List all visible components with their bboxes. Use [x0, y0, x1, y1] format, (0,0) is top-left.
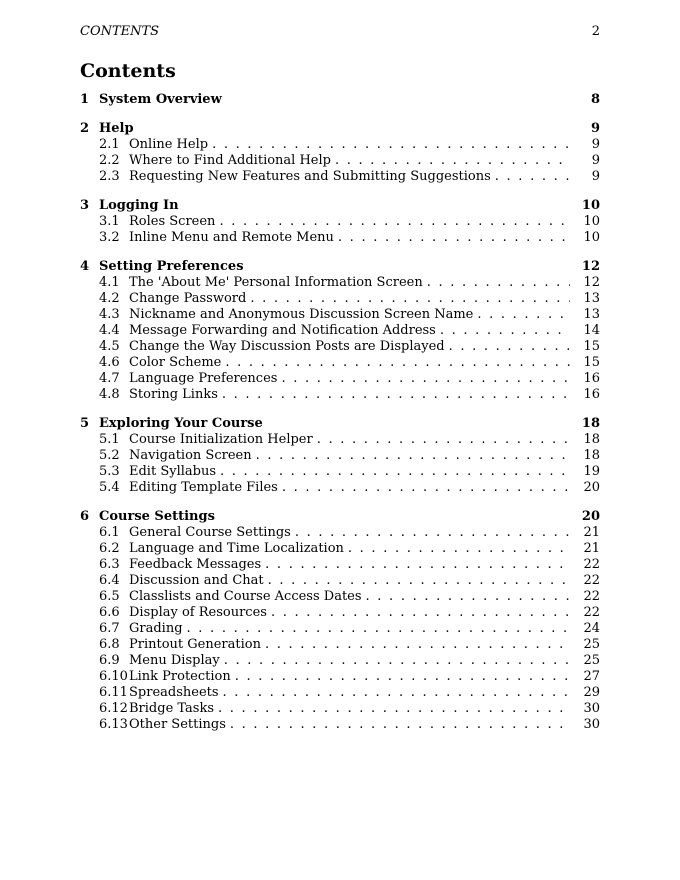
section-title: Language Preferences — [129, 371, 278, 386]
toc-section-entry[interactable] — [80, 153, 600, 169]
section-title: Display of Resources — [129, 605, 267, 620]
section-title: Discussion and Chat — [129, 573, 264, 588]
section-number: 4.7 — [99, 371, 120, 386]
section-page-number: 24 — [583, 621, 600, 636]
toc-section-entry[interactable] — [80, 621, 600, 637]
section-number: 6.2 — [99, 541, 120, 556]
section-title-with-leader — [129, 717, 570, 733]
section-page-number: 30 — [583, 701, 600, 716]
section-number: 4.6 — [99, 355, 120, 370]
toc-chapter-entry[interactable] — [80, 509, 600, 525]
toc-section-entry[interactable] — [80, 291, 600, 307]
section-title: Online Help — [129, 137, 209, 152]
chapter-block — [80, 198, 600, 246]
chapter-number: 1 — [80, 92, 90, 107]
toc-section-entry[interactable] — [80, 323, 600, 339]
dot-leader — [317, 432, 570, 448]
section-number: 6.7 — [99, 621, 120, 636]
toc-section-entry[interactable] — [80, 669, 600, 685]
section-page-number: 13 — [583, 291, 600, 306]
section-number: 5.3 — [99, 464, 120, 479]
section-number: 6.3 — [99, 557, 120, 572]
section-title: The 'About Me' Personal Information Screen — [129, 275, 423, 290]
section-title-with-leader — [129, 525, 570, 541]
dot-leader — [427, 275, 570, 291]
section-title: Grading — [129, 621, 183, 636]
section-title-with-leader — [129, 701, 570, 717]
dot-leader — [235, 669, 570, 685]
section-title: Change the Way Discussion Posts are Displayed — [129, 339, 445, 354]
running-head-title: CONTENTS — [80, 24, 160, 39]
section-title: Language and Time Localization — [129, 541, 344, 556]
section-title-with-leader — [129, 432, 570, 448]
section-page-number: 10 — [583, 230, 600, 245]
chapter-block — [80, 92, 600, 108]
section-title-with-leader — [129, 230, 570, 246]
section-title-with-leader — [129, 153, 570, 169]
toc-section-entry[interactable] — [80, 137, 600, 153]
toc-section-entry[interactable] — [80, 371, 600, 387]
section-title: Navigation Screen — [129, 448, 252, 463]
section-number: 6.9 — [99, 653, 120, 668]
section-title-with-leader — [129, 275, 570, 291]
toc-section-entry[interactable] — [80, 573, 600, 589]
toc-section-entry[interactable] — [80, 605, 600, 621]
dot-leader — [265, 557, 570, 573]
section-title: Edit Syllabus — [129, 464, 217, 479]
dot-leader — [225, 355, 570, 371]
section-number: 6.6 — [99, 605, 120, 620]
section-number: 2.3 — [99, 169, 120, 184]
section-page-number: 22 — [583, 605, 600, 620]
toc-chapter-entry[interactable] — [80, 121, 600, 137]
section-title-with-leader — [129, 137, 570, 153]
dot-leader — [222, 387, 570, 403]
section-title-with-leader — [129, 371, 570, 387]
section-number: 6.12 — [99, 701, 128, 716]
chapter-title: Exploring Your Course — [99, 416, 263, 431]
toc-section-entry[interactable] — [80, 637, 600, 653]
section-title-with-leader — [129, 339, 570, 355]
section-page-number: 16 — [583, 387, 600, 402]
chapter-title: Setting Preferences — [99, 259, 244, 274]
section-page-number: 25 — [583, 637, 600, 652]
dot-leader — [212, 137, 570, 153]
section-page-number: 22 — [583, 573, 600, 588]
chapter-title: Help — [99, 121, 134, 136]
section-title: Classlists and Course Access Dates — [129, 589, 362, 604]
section-title-with-leader — [129, 653, 570, 669]
chapter-block — [80, 259, 600, 403]
dot-leader — [224, 653, 570, 669]
chapter-page-number: 10 — [581, 198, 600, 213]
dot-leader — [230, 717, 570, 733]
chapter-page-number: 18 — [581, 416, 600, 431]
section-title: Requesting New Features and Submitting Suggestions — [129, 169, 491, 184]
toc-chapter-entry[interactable] — [80, 198, 600, 214]
section-title: Spreadsheets — [129, 685, 219, 700]
section-page-number: 9 — [591, 169, 600, 184]
section-title: Menu Display — [129, 653, 220, 668]
section-number: 4.1 — [99, 275, 120, 290]
dot-leader — [295, 525, 570, 541]
dot-leader — [282, 480, 570, 496]
section-title-with-leader — [129, 355, 570, 371]
section-title: Change Password — [129, 291, 247, 306]
section-page-number: 30 — [583, 717, 600, 732]
section-number: 6.8 — [99, 637, 120, 652]
toc-chapter-entry[interactable] — [80, 92, 600, 108]
section-number: 5.2 — [99, 448, 120, 463]
section-title: Roles Screen — [129, 214, 216, 229]
chapter-number: 4 — [80, 259, 90, 274]
section-title-with-leader — [129, 685, 570, 701]
section-number: 6.13 — [99, 717, 128, 732]
section-title-with-leader — [129, 605, 570, 621]
toc-section-entry[interactable] — [80, 355, 600, 371]
section-number: 4.5 — [99, 339, 120, 354]
toc-chapter-entry[interactable] — [80, 416, 600, 432]
section-number: 5.4 — [99, 480, 120, 495]
section-page-number: 27 — [583, 669, 600, 684]
dot-leader — [219, 214, 570, 230]
toc-section-entry[interactable] — [80, 464, 600, 480]
section-page-number: 9 — [591, 137, 600, 152]
section-page-number: 13 — [583, 307, 600, 322]
section-title: Inline Menu and Remote Menu — [129, 230, 334, 245]
dot-leader — [265, 637, 570, 653]
toc-section-entry[interactable] — [80, 480, 600, 496]
section-title-with-leader — [129, 448, 570, 464]
section-title: Course Initialization Helper — [129, 432, 313, 447]
toc-section-entry[interactable] — [80, 589, 600, 605]
section-title-with-leader — [129, 169, 570, 185]
section-page-number: 12 — [583, 275, 600, 290]
section-title-with-leader — [129, 669, 570, 685]
dot-leader — [250, 291, 570, 307]
toc-section-entry[interactable] — [80, 557, 600, 573]
section-title: Where to Find Additional Help — [129, 153, 331, 168]
section-page-number: 15 — [583, 339, 600, 354]
toc-section-entry[interactable] — [80, 230, 600, 246]
section-number: 4.2 — [99, 291, 120, 306]
chapter-title: Course Settings — [99, 509, 215, 524]
chapter-block — [80, 416, 600, 496]
section-number: 4.4 — [99, 323, 120, 338]
section-number: 3.2 — [99, 230, 120, 245]
section-page-number: 18 — [583, 432, 600, 447]
section-number: 6.5 — [99, 589, 120, 604]
toc-section-entry[interactable] — [80, 717, 600, 733]
toc-section-entry[interactable] — [80, 275, 600, 291]
section-title: Color Scheme — [129, 355, 222, 370]
section-title: Bridge Tasks — [129, 701, 215, 716]
contents-heading: Contents — [80, 60, 176, 82]
section-number: 6.1 — [99, 525, 120, 540]
chapter-title: System Overview — [99, 92, 222, 107]
toc-section-entry[interactable] — [80, 339, 600, 355]
section-number: 5.1 — [99, 432, 120, 447]
dot-leader — [256, 448, 570, 464]
chapter-block — [80, 121, 600, 185]
section-title: Feedback Messages — [129, 557, 262, 572]
toc-section-entry[interactable] — [80, 432, 600, 448]
section-number: 3.1 — [99, 214, 120, 229]
toc-section-entry[interactable] — [80, 685, 600, 701]
chapter-block — [80, 509, 600, 733]
chapter-number: 3 — [80, 198, 90, 213]
toc-section-entry[interactable] — [80, 214, 600, 230]
running-head — [80, 24, 600, 40]
toc-section-entry[interactable] — [80, 307, 600, 323]
section-page-number: 18 — [583, 448, 600, 463]
section-title: Printout Generation — [129, 637, 261, 652]
dot-leader — [477, 307, 570, 323]
section-title: Storing Links — [129, 387, 218, 402]
section-title: Message Forwarding and Notification Address — [129, 323, 436, 338]
dot-leader — [281, 371, 570, 387]
section-title-with-leader — [129, 480, 570, 496]
chapter-page-number: 12 — [581, 259, 600, 274]
toc-section-entry[interactable] — [80, 448, 600, 464]
section-number: 6.4 — [99, 573, 120, 588]
toc-section-entry[interactable] — [80, 701, 600, 717]
section-title-with-leader — [129, 637, 570, 653]
chapter-page-number: 9 — [590, 121, 600, 136]
section-page-number: 25 — [583, 653, 600, 668]
section-number: 4.8 — [99, 387, 120, 402]
toc-section-entry[interactable] — [80, 169, 600, 185]
section-title: Other Settings — [129, 717, 226, 732]
section-title-with-leader — [129, 573, 570, 589]
section-title-with-leader — [129, 307, 570, 323]
section-title-with-leader — [129, 387, 570, 403]
section-title-with-leader — [129, 589, 570, 605]
section-title: Nickname and Anonymous Discussion Screen Name — [129, 307, 474, 322]
dot-leader — [223, 685, 570, 701]
toc-section-entry[interactable] — [80, 387, 600, 403]
section-title-with-leader — [129, 291, 570, 307]
chapter-number: 6 — [80, 509, 90, 524]
dot-leader — [335, 153, 570, 169]
section-title-with-leader — [129, 541, 570, 557]
chapter-number: 5 — [80, 416, 90, 431]
chapter-number: 2 — [80, 121, 90, 136]
dot-leader — [449, 339, 570, 355]
dot-leader — [366, 589, 570, 605]
section-page-number: 29 — [583, 685, 600, 700]
dot-leader — [220, 464, 570, 480]
section-title-with-leader — [129, 323, 570, 339]
section-page-number: 10 — [583, 214, 600, 229]
chapter-page-number: 20 — [581, 509, 600, 524]
section-number: 2.2 — [99, 153, 120, 168]
dot-leader — [271, 605, 570, 621]
running-head-page-number: 2 — [591, 24, 600, 39]
section-title-with-leader — [129, 214, 570, 230]
section-number: 6.11 — [99, 685, 128, 700]
table-of-contents — [80, 92, 600, 746]
chapter-title: Logging In — [99, 198, 179, 213]
section-page-number: 9 — [591, 153, 600, 168]
section-page-number: 20 — [583, 480, 600, 495]
toc-chapter-entry[interactable] — [80, 259, 600, 275]
section-page-number: 16 — [583, 371, 600, 386]
dot-leader — [440, 323, 570, 339]
dot-leader — [495, 169, 570, 185]
chapter-page-number: 8 — [590, 92, 600, 107]
section-number: 2.1 — [99, 137, 120, 152]
dot-leader — [187, 621, 570, 637]
section-number: 6.10 — [99, 669, 128, 684]
dot-leader — [218, 701, 570, 717]
section-page-number: 22 — [583, 589, 600, 604]
section-title: Link Protection — [129, 669, 231, 684]
dot-leader — [348, 541, 570, 557]
dot-leader — [268, 573, 570, 589]
toc-section-entry[interactable] — [80, 653, 600, 669]
section-title-with-leader — [129, 621, 570, 637]
dot-leader — [338, 230, 570, 246]
section-page-number: 15 — [583, 355, 600, 370]
section-page-number: 19 — [583, 464, 600, 479]
section-title: General Course Settings — [129, 525, 291, 540]
toc-section-entry[interactable] — [80, 541, 600, 557]
section-page-number: 14 — [583, 323, 600, 338]
section-title-with-leader — [129, 557, 570, 573]
section-number: 4.3 — [99, 307, 120, 322]
section-title: Editing Template Files — [129, 480, 278, 495]
section-page-number: 21 — [583, 541, 600, 556]
section-page-number: 21 — [583, 525, 600, 540]
section-page-number: 22 — [583, 557, 600, 572]
section-title-with-leader — [129, 464, 570, 480]
toc-section-entry[interactable] — [80, 525, 600, 541]
